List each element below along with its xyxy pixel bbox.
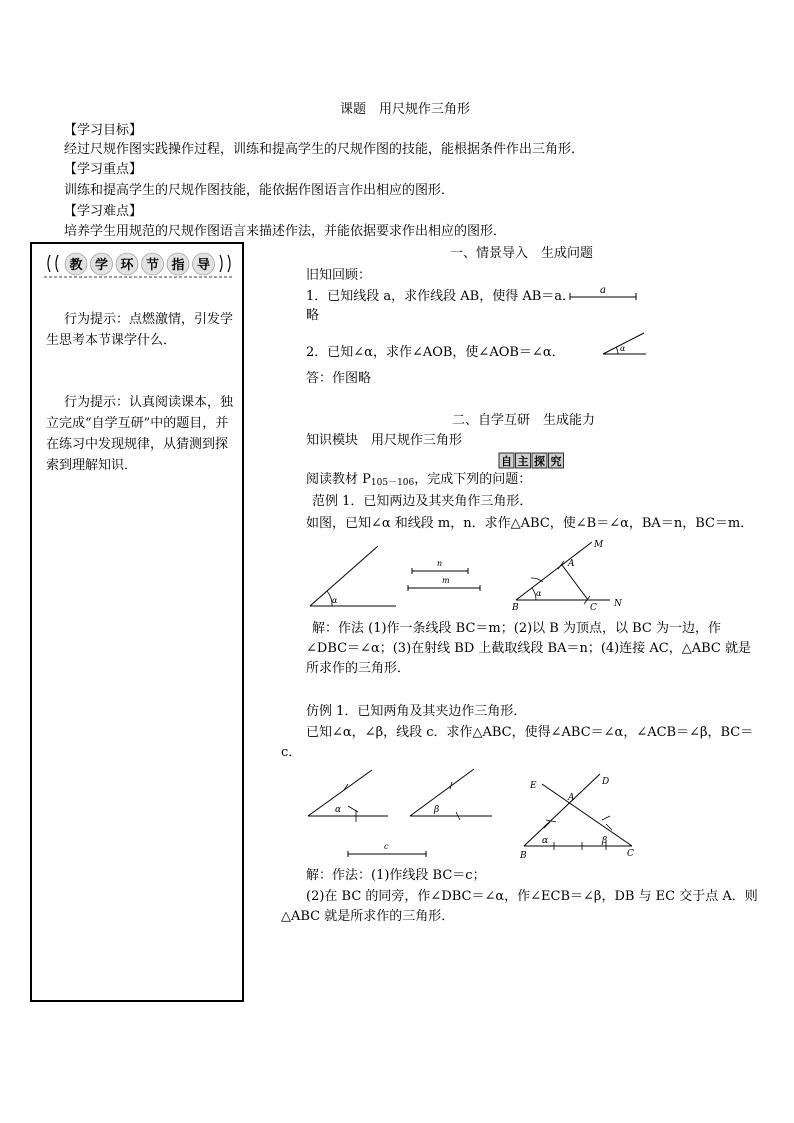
goal-heading: 【学习目标】	[64, 123, 143, 138]
example1-title: 范例 1．已知两边及其夹角作三角形．	[312, 494, 533, 509]
fig2-C-label: C	[627, 849, 634, 859]
example2-solution-2: (2)在 BC 的同旁，作∠DBC＝∠α，作∠ECB＝∠β，DB 与 EC 交于点 A．则△ABC 就是所求作的三角形．	[281, 889, 758, 924]
key-heading: 【学习重点】	[64, 162, 143, 177]
self-explore-seal	[498, 452, 566, 470]
example1-text: 如图，已知∠α 和线段 m，n．求作△ABC，使∠B＝∠α，BA＝n，BC＝m．	[306, 516, 754, 531]
sidebar-hint-2: 行为提示：认真阅读课本，独立完成“自学互研”中的题目，并在练习中发现规律，从猜测到探索到理解知识．	[46, 395, 234, 473]
example1-solution: 解：作法 (1)作一条线段 BC＝m；(2)以 B 为顶点，以 BC 为一边，作∠DBC＝∠α；(3)在射线 BD 上截取线段 BA＝n；(4)连接 AC，△ABC 就是所求作的三角形．	[306, 621, 751, 676]
header-char: 节	[145, 258, 160, 273]
difficulty-heading: 【学习难点】	[64, 204, 143, 219]
fig2-alpha-label: α	[335, 805, 342, 815]
knowledge-module: 知识模块 用尺规作三角形	[306, 433, 463, 448]
fig1-alpha-label: α	[332, 596, 338, 605]
teaching-guide-box	[30, 242, 244, 1002]
fig2-c-label: c	[384, 842, 389, 851]
fig2-D-label: D	[602, 777, 610, 787]
example1-figure	[306, 534, 636, 614]
segment-a-figure	[568, 282, 640, 302]
page-title: 课题 用尺规作三角形	[340, 102, 471, 117]
seal-char: 主	[517, 455, 529, 468]
review-label: 旧知回顾：	[306, 268, 372, 283]
section1-heading: 一、情景导入 生成问题	[450, 246, 594, 261]
fig2-E-label: E	[530, 781, 537, 791]
angle-alpha-figure	[600, 330, 650, 358]
section2-heading: 二、自学互研 生成能力	[452, 413, 596, 428]
example2-title: 仿例 1．已知两角及其夹边作三角形．	[306, 704, 527, 719]
header-char: 学	[94, 258, 109, 273]
review-question-1: 1．已知线段 a，求作线段 AB，使得 AB＝a．	[306, 289, 576, 304]
example2-text: 已知∠α，∠β，线段 c．求作△ABC，使得∠ABC＝∠α，∠ACB＝∠β，BC＝c．	[281, 725, 754, 760]
sidebar-hint-1: 行为提示：点燃激情，引发学生思考本节课学什么．	[46, 312, 234, 348]
fig2-beta2-label: β	[602, 836, 608, 846]
seal-char: 探	[534, 455, 545, 468]
fig2-A-label: A	[568, 793, 575, 803]
review-answer-2: 答：作图略	[306, 371, 372, 386]
example2-figure	[306, 766, 646, 860]
fig1-M-label: M	[594, 540, 604, 550]
goal-text: 经过尺规作图实践操作过程，训练和提高学生的尺规作图的技能，能根据条件作出三角形．	[64, 142, 585, 157]
seal-char: 究	[550, 455, 562, 468]
review-question-2: 2．已知∠α，求作∠AOB，使∠AOB＝∠α．	[306, 345, 565, 360]
reading-instruction: 阅读教材 $P_{105-106}$，完成下列的问题：	[306, 472, 532, 488]
header-char: 教	[69, 258, 83, 273]
fig1-N-label: N	[614, 599, 622, 609]
segment-a-label: a	[600, 285, 606, 296]
example2-solution-1: 解：作法：(1)作线段 BC＝c；	[306, 868, 486, 883]
seal-char: 自	[501, 455, 512, 468]
header-char: 环	[120, 258, 134, 273]
teaching-guide-header	[44, 250, 234, 280]
header-char: 导	[196, 258, 211, 273]
fig1-n-label: n	[437, 559, 443, 568]
fig2-beta-label: β	[434, 805, 440, 815]
fig1-alpha2-label: α	[536, 589, 542, 598]
header-char: 指	[171, 258, 185, 273]
fig1-C-label: C	[590, 603, 597, 613]
fig1-B-label: B	[512, 603, 519, 613]
fig2-B-label: B	[520, 851, 527, 860]
fig1-A-label: A	[568, 559, 575, 569]
fig2-alpha2-label: α	[542, 836, 549, 846]
difficulty-text: 培养学生用规范的尺规作图语言来描述作法，并能依据要求作出相应的图形．	[64, 224, 507, 239]
angle-alpha-label: α	[620, 344, 626, 353]
key-text: 训练和提高学生的尺规作图技能，能依据作图语言作出相应的图形．	[64, 183, 455, 198]
review-answer-1: 略	[306, 308, 320, 323]
fig1-m-label: m	[442, 576, 450, 585]
